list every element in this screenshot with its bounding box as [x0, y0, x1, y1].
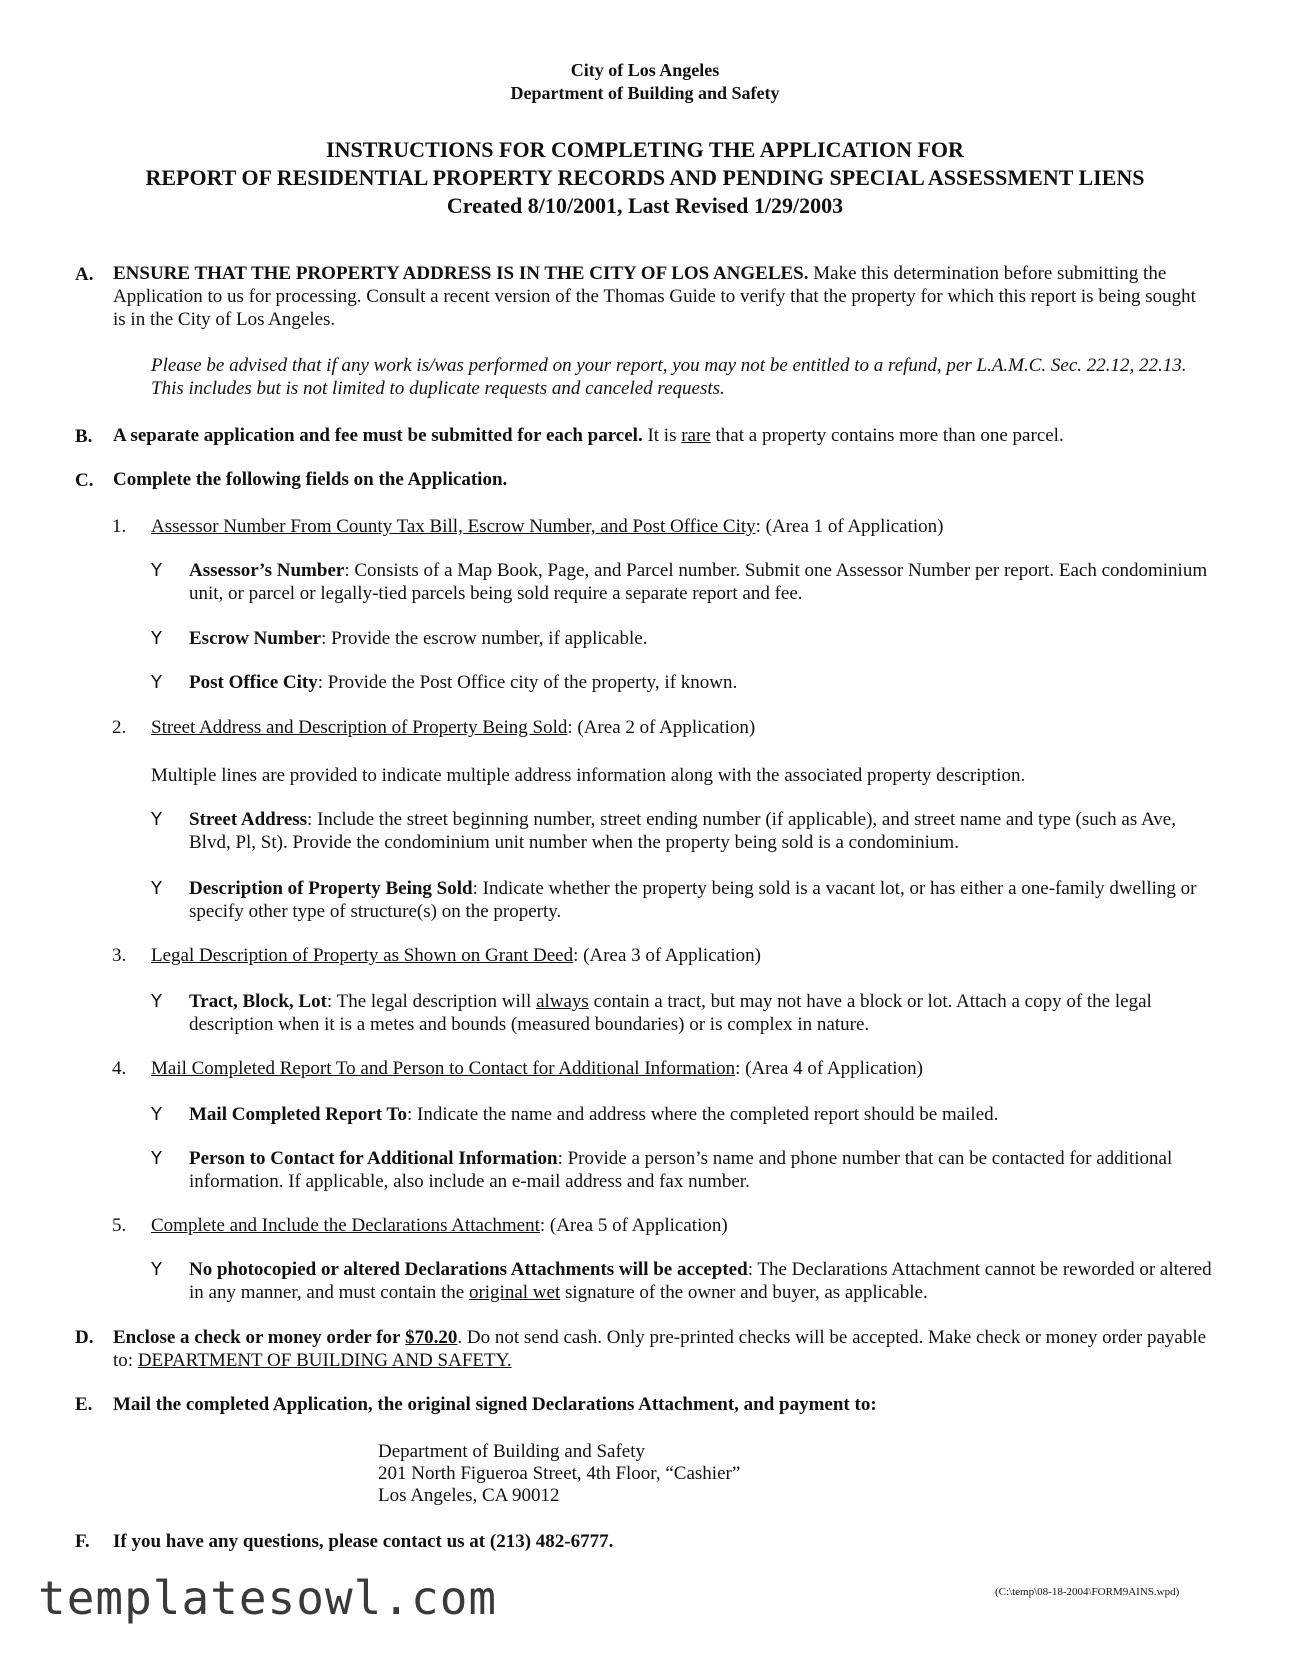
bullet-icon: Y [151, 1104, 162, 1125]
bullet-icon: Y [151, 1259, 162, 1280]
bullet-icon: Y [151, 628, 162, 649]
bullet-icon: Y [151, 560, 162, 581]
section-e-heading: Mail the completed Application, the original signed Declarations Attachment, and payment to: [113, 1394, 877, 1415]
refund-note: Please be advised that if any work is/was performed on your report, you may not be entitled to a refund, per L.A.M.C. Sec. 22.12, 22.13. This includes but is not limited to duplicate requests and canceled requests. [151, 355, 1187, 399]
section-b-body: A separate application and fee must be submitted for each parcel. It is rare that a property contains more than one parcel. [113, 425, 1064, 446]
item-5-heading: Complete and Include the Declarations Attachment: (Area 5 of Application) [151, 1215, 728, 1236]
bullet-icon: Y [151, 1148, 162, 1169]
section-c-heading: Complete the following fields on the Application. [113, 469, 508, 490]
escrow-number-item: Escrow Number: Provide the escrow number, if applicable. [189, 628, 648, 649]
mailing-address-line-2: 201 North Figueroa Street, 4th Floor, “Cashier” [378, 1463, 741, 1484]
section-d-body: Enclose a check or money order for $70.20. Do not send cash. Only pre-printed checks will be accepted. Make check or money order payable to: DEPARTMENT OF BUILDING AND SAFETY. [113, 1327, 1207, 1371]
title-line-1: INSTRUCTIONS FOR COMPLETING THE APPLICATION FOR [326, 137, 964, 162]
item-5-number: 5. [112, 1215, 127, 1236]
city-name: City of Los Angeles [570, 60, 720, 80]
section-e-label: E. [75, 1394, 93, 1415]
item-1-number: 1. [112, 516, 127, 537]
street-address-item: Street Address: Include the street beginning number, street ending number (if applicable), and street name and type (such as Ave, Blvd, Pl, St). Provide the condominium unit number when the property being sold is a condominium. [189, 809, 1176, 853]
department-name: Department of Building and Safety [510, 83, 780, 103]
item-2-number: 2. [112, 717, 127, 738]
payee-name: DEPARTMENT OF BUILDING AND SAFETY. [137, 1350, 512, 1371]
bullet-icon: Y [151, 878, 162, 899]
mail-report-to-item: Mail Completed Report To: Indicate the name and address where the completed report should be mailed. [189, 1104, 999, 1125]
section-b-label: B. [75, 426, 93, 447]
item-3-number: 3. [112, 945, 127, 966]
post-office-city-item: Post Office City: Provide the Post Office city of the property, if known. [189, 672, 738, 693]
watermark: templatesowl.com [38, 1571, 498, 1625]
section-a-text: Make this determination before submitting the Application to us for processing. Consult a recent version of the Thomas Guide to verify that the property for which this report is being sought is in the City of Los Angeles. [113, 263, 1196, 330]
title-line-3: Created 8/10/2001, Last Revised 1/29/2003 [446, 193, 844, 218]
declarations-item: No photocopied or altered Declarations Attachments will be accepted: The Declarations Attachment cannot be reworded or altered in any manner, and must contain the original wet signature of the owner and buyer, as applicable. [189, 1259, 1212, 1303]
mailing-address-line-1: Department of Building and Safety [378, 1441, 645, 1462]
bullet-icon: Y [151, 809, 162, 830]
property-description-item: Description of Property Being Sold: Indicate whether the property being sold is a vacant lot, or has either a one-family dwelling or specify other type of structure(s) on the property. [189, 878, 1197, 922]
mailing-address-line-3: Los Angeles, CA 90012 [378, 1485, 560, 1506]
section-f-contact: If you have any questions, please contact us at (213) 482-6777. [113, 1531, 614, 1552]
section-f-label: F. [75, 1531, 90, 1552]
item-3-heading: Legal Description of Property as Shown on Grant Deed: (Area 3 of Application) [151, 945, 761, 966]
fee-amount: $70.20 [405, 1327, 458, 1348]
item-2-heading: Street Address and Description of Property Being Sold: (Area 2 of Application) [151, 717, 756, 738]
bullet-icon: Y [151, 672, 162, 693]
item-2-intro: Multiple lines are provided to indicate multiple address information along with the associated property description. [151, 765, 1026, 786]
rare-word: rare [681, 425, 711, 446]
section-b-heading: A separate application and fee must be submitted for each parcel. [113, 425, 643, 446]
title-line-2: REPORT OF RESIDENTIAL PROPERTY RECORDS AND PENDING SPECIAL ASSESSMENT LIENS [145, 165, 1145, 190]
assessor-number-item: Assessor’s Number: Consists of a Map Book, Page, and Parcel number. Submit one Assessor Number per report. Each condominium unit, or parcel or legally-tied parcels being sold require a separate report and fee. [189, 560, 1208, 604]
file-path: (C:\temp\08-18-2004\FORM9AINS.wpd) [995, 1586, 1180, 1598]
tract-block-lot-item: Tract, Block, Lot: The legal description will always contain a tract, but may not have a block or lot. Attach a copy of the legal description when it is a metes and bounds (measured boundaries) or is complex in nature. [189, 991, 1152, 1035]
section-c-label: C. [75, 470, 94, 491]
bullet-icon: Y [151, 991, 162, 1012]
section-a-label: A. [75, 264, 94, 285]
section-a-heading: ENSURE THAT THE PROPERTY ADDRESS IS IN THE CITY OF LOS ANGELES. [113, 263, 809, 284]
item-4-heading: Mail Completed Report To and Person to Contact for Additional Information: (Area 4 of Application) [151, 1058, 923, 1079]
contact-person-item: Person to Contact for Additional Information: Provide a person’s name and phone number that can be contacted for additional information. If applicable, also include an e-mail address and fax number. [189, 1148, 1173, 1192]
item-1-heading: Assessor Number From County Tax Bill, Escrow Number, and Post Office City: (Area 1 of Application) [151, 516, 944, 537]
section-d-label: D. [75, 1327, 94, 1348]
item-4-number: 4. [112, 1058, 127, 1079]
section-a-body [113, 262, 1213, 331]
